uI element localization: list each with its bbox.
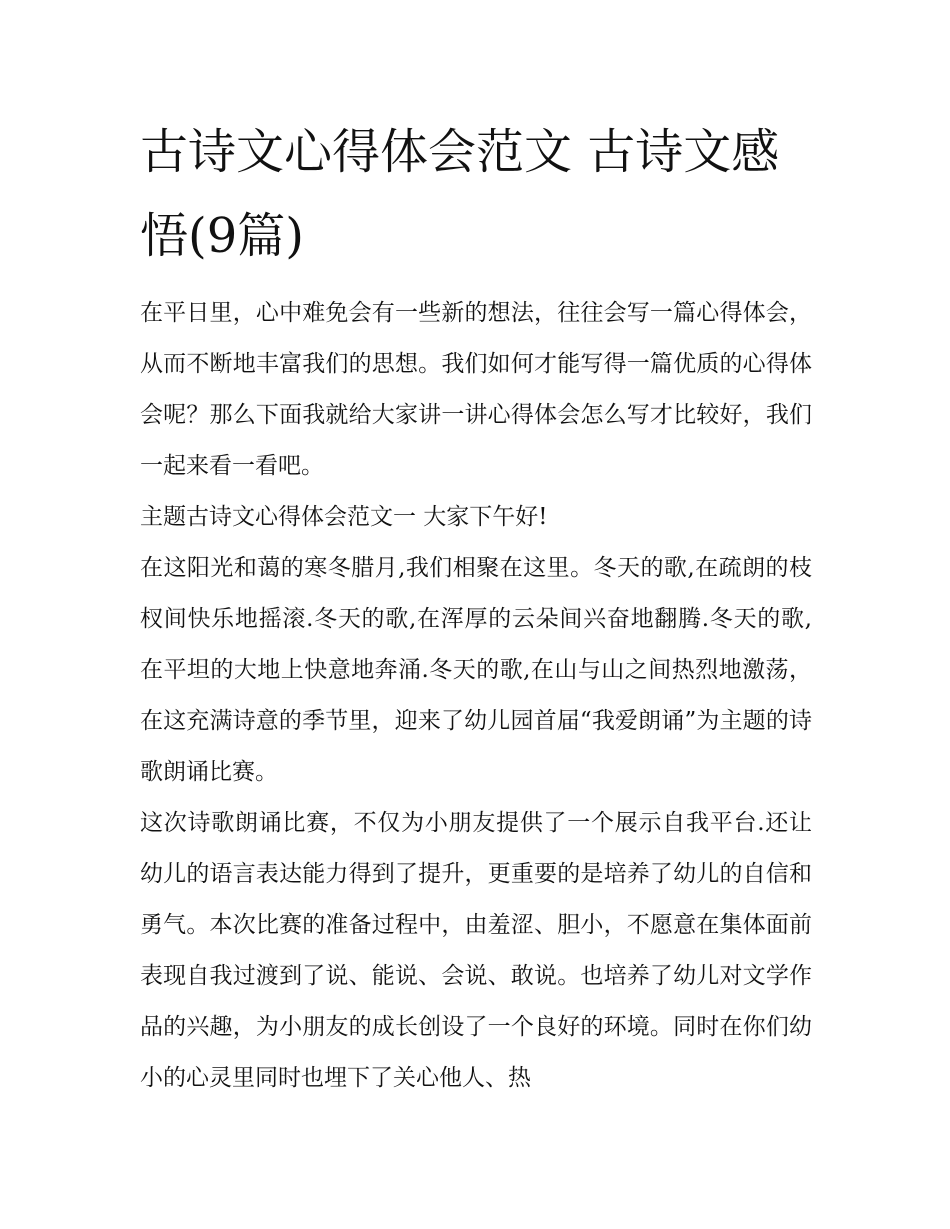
- paragraph-heading-one: 主题古诗文心得体会范文一 大家下午好!: [140, 504, 548, 530]
- paragraph-intro: 在平日里，心中难免会有一些新的想法，往往会写一篇心得体会，从而不断地丰富我们的思想。我们如何才能写得一篇优质的心得体会呢？那么下面我就给大家讲一讲心得体会怎么写才比较好，我们一起来看一看吧。: [140, 300, 812, 479]
- paragraph-winter-song: 在这阳光和蔼的寒冬腊月,我们相聚在这里。冬天的歌,在疏朗的枝杈间快乐地摇滚.冬天的歌,在浑厚的云朵间兴奋地翻腾.冬天的歌,在平坦的大地上快意地奔涌.冬天的歌,在山与山之间热烈地激荡，在这充满诗意的季节里，迎来了幼儿园首届“我爱朗诵”为主题的诗歌朗诵比赛。: [140, 555, 812, 785]
- document-title: 古诗文心得体会范文 古诗文感悟(9篇): [140, 124, 780, 264]
- document-page: [140, 110, 812, 1104]
- paragraph-competition: 这次诗歌朗诵比赛，不仅为小朋友提供了一个展示自我平台.还让幼儿的语言表达能力得到了提升，更重要的是培养了幼儿的自信和勇气。本次比赛的准备过程中，由羞涩、胆小，不愿意在集体面前表现自我过渡到了说、能说、会说、敢说。也培养了幼儿对文学作品的兴趣，为小朋友的成长创设了一个良好的环境。同时在你们幼小的心灵里同时也埋下了关心他人、热: [140, 810, 812, 1091]
